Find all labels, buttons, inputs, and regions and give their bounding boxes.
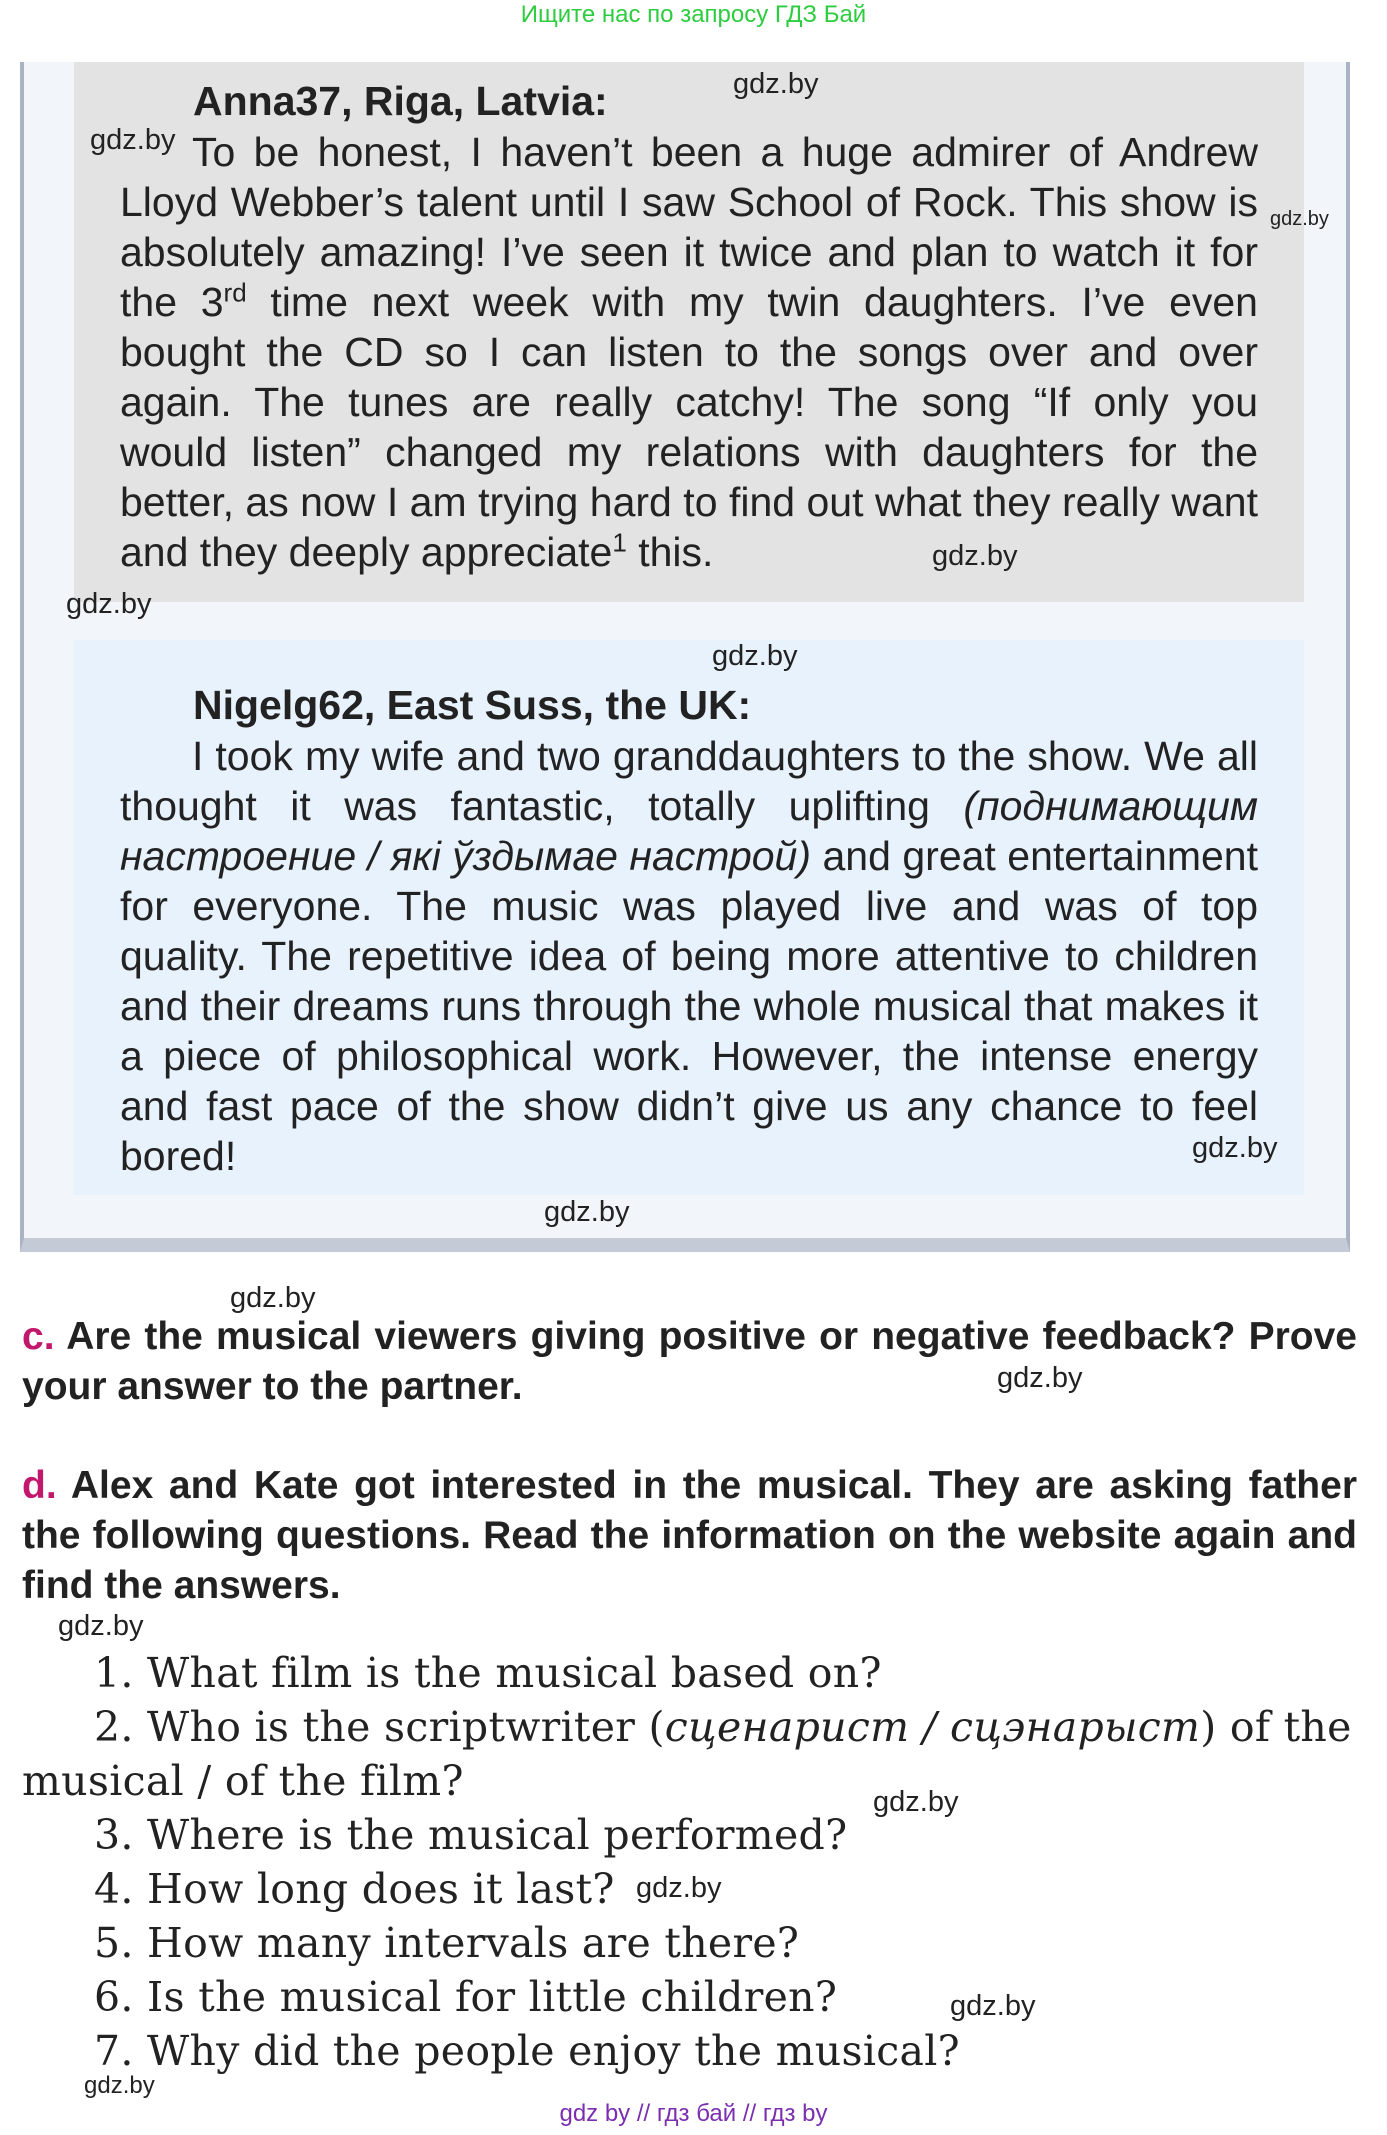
task-d: d. Alex and Kate got interested in the musical. They are asking father the following questions. Read the information on the website again and find the answers. bbox=[22, 1464, 1357, 1607]
task-c: c. Are the musical viewers giving positive or negative feedback? Prove your answer to the partner. bbox=[22, 1315, 1357, 1408]
top-banner[interactable]: Ищите нас по запросу ГДЗ Бай bbox=[520, 1, 867, 28]
review-text: To be honest, I haven’t been a huge admirer of Andrew Lloyd Webber’s talent until I saw School of Rock. This show is absolutely amazing! I’ve seen it twice and plan to watch it for the 3rd time next week with my twin daughters. I’ve even bought the CD so I can listen to the songs over and over again. The tunes are really catchy! The song “If only you would listen” changed my relations with daughters for the better, as now I am trying hard to find out what they really want and they deeply appreciate$^1$ this. bbox=[120, 129, 1258, 575]
watermark: gdz.by bbox=[932, 540, 1018, 572]
watermark: gdz.by bbox=[66, 588, 152, 620]
watermark: gdz.by bbox=[1270, 208, 1329, 230]
review-author: Anna37, Riga, Latvia: bbox=[193, 78, 608, 124]
watermark: gdz.by bbox=[1192, 1132, 1278, 1164]
watermark: gdz.by bbox=[58, 1610, 144, 1642]
watermark: gdz.by bbox=[873, 1786, 959, 1818]
watermark: gdz.by bbox=[230, 1282, 316, 1314]
watermark: gdz.by bbox=[950, 1990, 1036, 2022]
watermark: gdz.by bbox=[997, 1362, 1083, 1394]
watermark: gdz.by bbox=[712, 640, 798, 672]
watermark: gdz.by bbox=[544, 1196, 630, 1228]
watermark: gdz.by bbox=[636, 1872, 722, 1904]
footer-links[interactable]: gdz by // гдз бай // гдз by bbox=[559, 2100, 828, 2127]
question-item: 2. Who is the scriptwriter (сценарист / сцэнарыст) of the musical / of the film? bbox=[22, 1703, 1352, 1805]
review-author: Nigelg62, East Suss, the UK: bbox=[193, 682, 752, 728]
watermark: gdz.by bbox=[90, 124, 176, 156]
question-item: 7. Why did the people enjoy the musical? bbox=[94, 2027, 960, 2075]
question-item: 3. Where is the musical performed? bbox=[94, 1811, 848, 1859]
question-item: 5. How many intervals are there? bbox=[94, 1919, 800, 1967]
question-item: 1. What film is the musical based on? bbox=[94, 1649, 882, 1697]
watermark: gdz.by bbox=[84, 2072, 155, 2099]
review-text: I took my wife and two granddaughters to the show. We all thought it was fantastic, totally uplifting (поднимающим настроение / які ўздымае настрой) and great entertainment for everyone. The music was played live and was of top quality. The repetitive idea of being more attentive to children and their dreams runs through the whole musical that makes it a piece of philosophical work. However, the intense energy and fast pace of the show didn’t give us any chance to feel bored! bbox=[120, 733, 1258, 1179]
watermark: gdz.by bbox=[733, 68, 819, 100]
question-item: 6. Is the musical for little children? bbox=[94, 1973, 838, 2021]
question-item: 4. How long does it last? bbox=[94, 1865, 615, 1913]
